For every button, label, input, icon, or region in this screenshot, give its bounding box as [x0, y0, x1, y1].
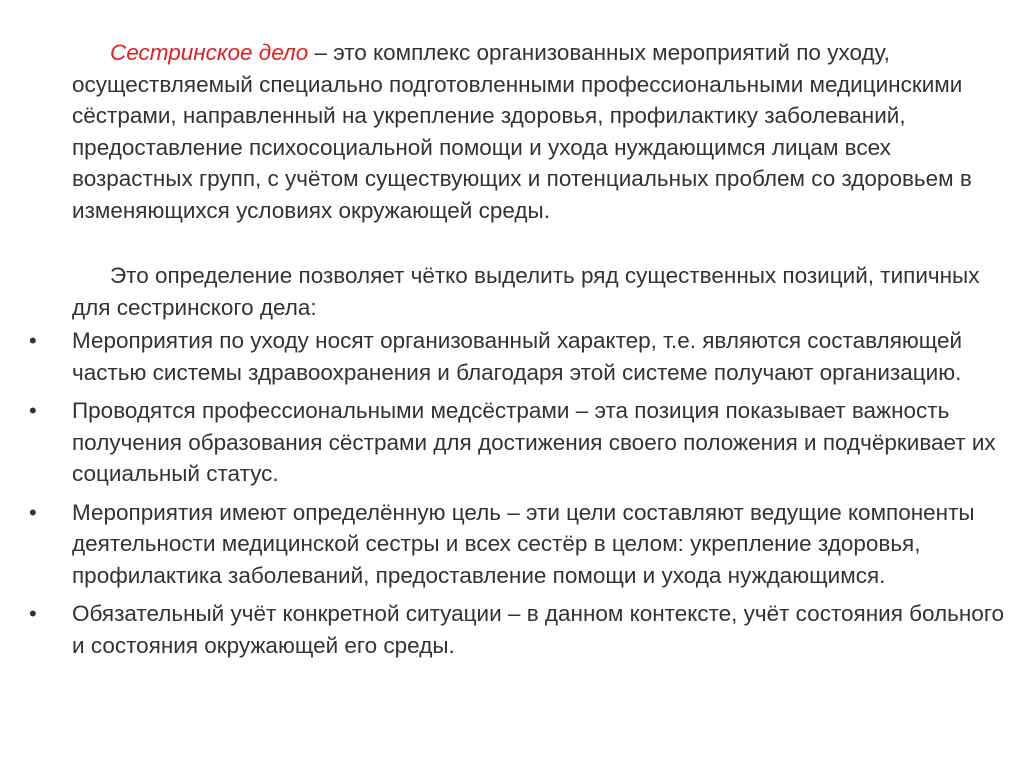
list-item — [0, 395, 1010, 490]
definition-paragraph — [72, 37, 1002, 226]
list-item — [0, 598, 1010, 661]
bullet-icon: • — [29, 499, 37, 525]
bullet-text: Обязательный учёт конкретной ситуации – в данном контексте, учёт состояния больного и состояния окружающей его среды. — [72, 601, 1005, 658]
list-item — [0, 497, 1010, 592]
bullet-icon: • — [29, 328, 37, 353]
bullet-text: Проводятся профессиональными медсёстрами – эта позиция показывает важность получения образования сёстрами для достижения своего положения и подчёркивает их социальный статус. — [72, 398, 996, 486]
bullet-list — [0, 325, 1010, 668]
definition-term: Сестринское дело — [110, 40, 309, 65]
bullet-icon: • — [29, 398, 37, 423]
list-item — [0, 325, 1010, 388]
bullet-icon: • — [29, 601, 37, 626]
intro-paragraph: Это определение позволяет чётко выделить ряд существенных позиций, типичных для сестринского дела: — [72, 263, 980, 320]
bullet-text: Мероприятия по уходу носят организованный характер, т.е. являются составляющей частью системы здравоохранения и благодаря этой системе получают организацию. — [72, 328, 963, 385]
bullet-text: Мероприятия имеют определённую цель – эти цели составляют ведущие компоненты деятельности медицинской сестры и всех сестёр в целом: укрепление здоровья, профилактика заболеваний, предоставление помощи и ухода нуждающимся. — [72, 499, 975, 588]
definition-text: – это комплекс организованных мероприятий по уходу, осуществляемый специально подготовленными профессиональными медицинскими сёстрами, направленный на укрепление здоровья, профилактику заболеваний, предоставление психосоциальной помощи и ухода нуждающимся лицам всех возрастных групп, с учётом существующих и потенциальных проблем со здоровьем в изменяющихся условиях окружающей среды. — [72, 40, 972, 223]
